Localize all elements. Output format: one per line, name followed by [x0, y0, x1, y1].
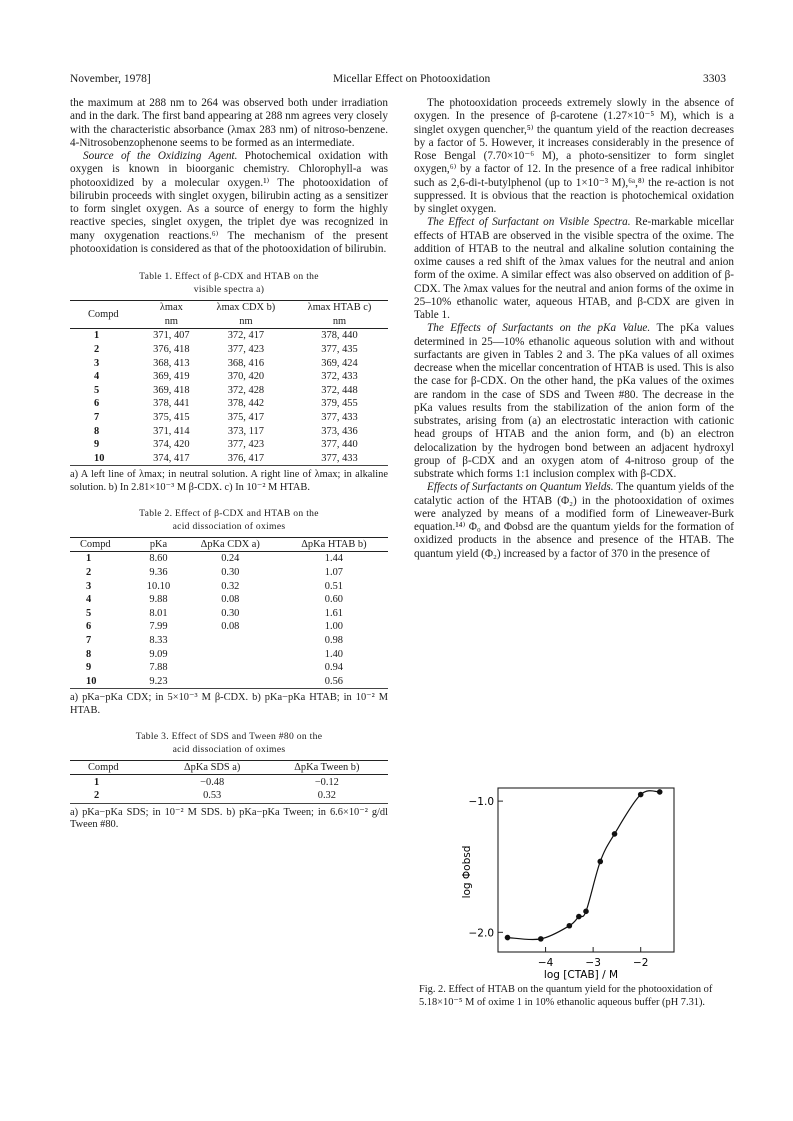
table-row — [70, 452, 388, 466]
table-cell-compd: 6 — [94, 398, 100, 410]
table-cell: 370, 420 — [227, 371, 265, 383]
table-1-unit: nm — [239, 315, 253, 327]
table-cell: 377, 423 — [227, 343, 265, 355]
table-row — [70, 620, 388, 634]
table-3-caption: Table 3. Effect of SDS and Tween #80 on the — [135, 730, 323, 742]
table-cell: 373, 117 — [227, 425, 264, 437]
table-cell-compd: 5 — [86, 607, 92, 619]
table-1-unit: nm — [164, 315, 178, 327]
table-cell: 378, 440 — [321, 330, 358, 342]
table-cell: 0.32 — [221, 580, 240, 592]
table-cell-compd: 1 — [94, 330, 100, 342]
figure-2-caption: Fig. 2. Effect of HTAB on the quantum yield for the photooxidation of 5.18×10⁻⁵ M of oxime 1 in 10% ethanolic aqueous buffer (pH 7.31). — [419, 984, 713, 1008]
table-2-header-pka: pKa — [149, 538, 168, 550]
table-cell: 0.08 — [221, 621, 240, 633]
right-paragraph-3 — [414, 322, 734, 481]
table-cell: 369, 418 — [153, 384, 190, 396]
plot-frame — [498, 788, 674, 952]
data-point — [597, 859, 603, 865]
left-paragraph-2-text: Photochemical oxidation with oxygen is known in bioorganic chemistry. Chlorophyll-a was photooxidized by a molecular oxygen.¹⁾ The photooxidation of bilirubin proceeds with singlet oxygen, bilirubin acting as a sensitizer to form singlet oxygen. As a source of energy to form the highly reactive species, singlet oxygen, the triplet dye was recognized in many oxygenation reactions.⁶⁾ The mechanism of the present photooxidation is considered as that of the photooxidation of bilirubin. — [70, 150, 388, 255]
table-1-caption: Table 1. Effect of β-CDX and HTAB on the — [139, 271, 319, 282]
y-tick-label: −1.0 — [468, 796, 494, 809]
table-2-header-compd: Compd — [80, 538, 111, 550]
y-tick-label: −2.0 — [468, 927, 494, 940]
table-1-caption-2: visible spectra a) — [193, 284, 265, 295]
right-paragraph-3-text: The pKa values determined in 25—10% ethanolic aqueous solution with and without surfactants are given in Tables 2 and 3. The pKa values of all oximes decrease when the micellar concentration of HTAB is used. This is also the case for β-CDX. On the other hand, the pKa values of the oximes are random in the case of SDS and Tween #80. The decrease in the pKa values results from the stabilization of the anion form of the substrates, arising from (a) an electrostatic interaction with cationic head groups of HTAB and the anion form, and (b) an electron delocalization by the hydrogen bond between an adjacent hydroxyl group of β-CDX and an oxygen atom of 4-nitroso group of the substrate which forms 1:1 inclusion complex with β-CDX. — [414, 322, 734, 480]
running-head-title: Micellar Effect on Photooxidation — [333, 73, 491, 85]
x-tick-label: −2 — [632, 957, 649, 969]
table-cell: 377, 435 — [321, 343, 358, 355]
table-cell: 0.30 — [221, 567, 240, 579]
table-cell: 377, 440 — [321, 439, 358, 451]
data-point — [567, 923, 573, 929]
table-cell: 0.30 — [221, 607, 240, 619]
table-cell: 8.60 — [149, 553, 168, 565]
table-row — [70, 411, 388, 425]
right-paragraph-4-text: The quantum yields of the catalytic action of the HTAB (Φ₂) in the photooxidation of oximes were analyzed by means of a modified form of Lineweaver-Burk equation.¹⁴⁾ Φ₀ and Φobsd are the quantum yields for the formation of oxidized products in the absence and presence of the HTAB. The quantum yield (Φ₂) increased by a factor of 370 in the presence of — [414, 481, 734, 560]
data-point — [583, 909, 589, 915]
table-cell-compd: 9 — [94, 439, 100, 451]
right-column — [414, 97, 734, 561]
table-cell: 0.08 — [221, 594, 240, 606]
left-paragraph-2 — [70, 150, 388, 256]
table-cell: 9.36 — [149, 567, 168, 579]
table-1-header-c: λmax HTAB c) — [307, 302, 372, 314]
table-cell-compd: 2 — [94, 343, 100, 355]
table-row — [70, 397, 388, 411]
table-cell: 369, 424 — [321, 357, 358, 369]
table-cell: 371, 407 — [153, 330, 190, 342]
table-row — [70, 661, 388, 675]
table-cell-compd: 6 — [86, 621, 92, 633]
table-cell: 0.24 — [221, 553, 240, 565]
table-cell-compd: 3 — [86, 580, 92, 592]
table-cell-compd: 2 — [86, 567, 92, 579]
table-cell-compd: 5 — [94, 384, 100, 396]
table-cell: 0.56 — [324, 675, 343, 687]
section-heading-visible-spectra: The Effect of Surfactant on Visible Spectra. — [427, 216, 631, 229]
data-point — [505, 935, 511, 941]
table-cell-compd: 1 — [94, 776, 100, 788]
table-cell: 376, 418 — [153, 343, 190, 355]
table-2-caption: Table 2. Effect of β-CDX and HTAB on the — [139, 507, 319, 519]
table-cell: 368, 413 — [153, 357, 190, 369]
fitted-curve — [508, 791, 660, 940]
table-cell-compd: 10 — [86, 675, 97, 687]
table-cell — [181, 661, 280, 675]
table-2 — [70, 537, 388, 690]
table-cell: 1.61 — [324, 607, 343, 619]
table-cell — [181, 634, 280, 648]
left-column — [70, 97, 388, 832]
table-row — [70, 552, 388, 566]
table-cell: 368, 416 — [227, 357, 265, 369]
table-cell: 371, 414 — [153, 425, 190, 437]
table-cell: 375, 417 — [227, 411, 265, 423]
table-cell: 0.98 — [324, 635, 343, 647]
table-row — [70, 647, 388, 661]
figure-2-chart — [440, 760, 700, 982]
data-point — [612, 831, 618, 837]
x-tick-label: −3 — [585, 957, 601, 969]
table-cell: −0.12 — [314, 776, 339, 788]
table-3-header-dpka-sds: ΔpKa SDS a) — [184, 762, 241, 774]
table-row — [70, 593, 388, 607]
table-cell: 1.40 — [324, 648, 343, 660]
table-cell: 372, 433 — [321, 371, 358, 383]
table-3-caption-2: acid dissociation of oximes — [172, 743, 286, 755]
table-cell-compd: 2 — [94, 790, 100, 802]
table-cell-compd: 3 — [94, 357, 100, 369]
table-cell: 374, 417 — [153, 452, 190, 464]
table-cell: 378, 442 — [227, 398, 265, 410]
table-cell: 372, 448 — [321, 384, 358, 396]
table-cell: 9.09 — [149, 648, 168, 660]
table-cell: 8.33 — [149, 635, 168, 647]
table-cell: 7.99 — [149, 621, 168, 633]
table-2-caption-2: acid dissociation of oximes — [172, 520, 286, 532]
table-row — [70, 438, 388, 452]
table-cell: 9.88 — [149, 594, 168, 606]
table-cell: 1.07 — [324, 567, 343, 579]
table-row — [70, 356, 388, 370]
table-cell: 375, 415 — [153, 411, 190, 423]
x-tick-label: −4 — [537, 957, 554, 969]
table-3 — [70, 760, 388, 804]
section-heading-pka: The Effects of Surfactants on the pKa Value. — [427, 322, 651, 335]
table-cell: 0.94 — [324, 662, 343, 674]
table-cell-compd: 8 — [94, 425, 100, 437]
table-cell: 377, 423 — [227, 439, 265, 451]
table-cell: 0.60 — [324, 594, 343, 606]
x-axis-label: log [CTAB] / M — [543, 969, 619, 981]
table-cell-compd: 7 — [94, 411, 100, 423]
table-row — [70, 775, 388, 789]
table-cell — [181, 675, 280, 689]
section-heading-quantum-yields: Effects of Surfactants on Quantum Yields. — [427, 481, 614, 494]
table-2-header-dpka-htab: ΔpKa HTAB b) — [301, 538, 367, 550]
table-cell: 369, 419 — [153, 371, 190, 383]
table-cell: 8.01 — [149, 607, 168, 619]
table-1-footnote: a) A left line of λmax; in neutral solution. A right line of λmax; in alkaline solution. b) In 2.81×10⁻³ M β-CDX. c) In 10⁻² M HTAB. — [70, 469, 388, 493]
table-cell: 379, 455 — [321, 398, 358, 410]
table-cell — [181, 647, 280, 661]
table-cell: −0.48 — [200, 776, 225, 788]
table-1 — [70, 300, 388, 466]
table-row — [70, 343, 388, 357]
page-number: 3303 — [703, 73, 726, 85]
table-cell-compd: 7 — [86, 635, 92, 647]
table-2-footnote: a) pKa−pKa CDX; in 5×10⁻³ M β-CDX. b) pKa−pKa HTAB; in 10⁻² M HTAB. — [70, 692, 388, 717]
table-cell: 374, 420 — [153, 439, 190, 451]
table-cell-compd: 10 — [94, 452, 105, 464]
right-paragraph-2-text: Re-markable micellar effects of HTAB are observed in the visible spectra of the oxime. The addition of HTAB to the neutral and alkaline solution containing the oxime causes a red shift of the λmax values for the neutral and anion form of the oxime. A similar effect was also observed on addition of β-CDX. The λmax values for the neutral and anion forms of the oxime in 25–10% ethanolic water, aqueous HTAB, and β-CDX are given in Table 1. — [414, 216, 734, 321]
data-point — [657, 789, 663, 795]
table-1-header-a: λmax — [159, 302, 183, 314]
table-cell: 0.53 — [203, 790, 222, 802]
table-row — [70, 789, 388, 803]
table-cell-compd: 4 — [86, 594, 92, 606]
table-cell: 0.51 — [324, 580, 343, 592]
table-cell: 372, 428 — [227, 384, 265, 396]
table-3-footnote: a) pKa−pKa SDS; in 10⁻² M SDS. b) pKa−pKa Tween; in 6.6×10⁻² g/dl Tween #80. — [70, 806, 388, 831]
table-cell-compd: 4 — [94, 371, 100, 383]
right-paragraph-2 — [414, 216, 734, 322]
table-row — [70, 384, 388, 398]
table-cell: 377, 433 — [321, 411, 358, 423]
table-cell: 378, 441 — [153, 398, 190, 410]
right-paragraph-4 — [414, 481, 734, 561]
table-row — [70, 424, 388, 438]
table-row — [70, 329, 388, 343]
table-cell: 9.23 — [149, 675, 168, 687]
table-3-header-compd: Compd — [88, 762, 119, 774]
table-cell: 377, 433 — [321, 452, 358, 464]
table-cell: 372, 417 — [227, 330, 265, 342]
left-paragraph-1: the maximum at 288 nm to 264 was observed both under irradiation and in the dark. The first band appearing at 288 nm agrees very closely with the characteristic absorbance (λmax 283 nm) of nitroso-benzene. 4-Nitrosobenzophenone seems to be formed as an intermediate. — [70, 97, 388, 149]
table-row — [70, 675, 388, 689]
data-point — [538, 936, 544, 942]
table-row — [70, 634, 388, 648]
table-row — [70, 566, 388, 580]
data-point — [638, 792, 644, 798]
table-cell-compd: 8 — [86, 648, 92, 660]
table-cell-compd: 9 — [86, 662, 92, 674]
table-row — [70, 370, 388, 384]
table-cell: 7.88 — [149, 662, 168, 674]
table-cell: 0.32 — [317, 790, 336, 802]
table-cell: 1.44 — [324, 553, 343, 565]
table-cell: 10.10 — [146, 580, 171, 592]
table-row — [70, 607, 388, 621]
table-1-unit: nm — [332, 315, 347, 327]
table-cell: 376, 417 — [227, 452, 265, 464]
running-head-date: November, 1978] — [70, 73, 151, 85]
y-axis-label: log Φobsd — [461, 845, 473, 899]
right-paragraph-1: The photooxidation proceeds extremely slowly in the absence of oxygen. In the presence of β-carotene (1.27×10⁻⁵ M), which is a singlet oxygen quencher,⁵⁾ the quantum yield of the reaction decreases by a factor of 5. However, it increases considerably in the presence of Rose Bengal (7.70×10⁻⁶ M), a photo-sensitizer to form singlet oxygen,⁶⁾ by a factor of 12. In the presence of a free radical inhibitor such as 2,6-di-t-butylphenol (up to 1×10⁻³ M),⁶ᵃ,⁸⁾ the re-action is not suppressed. It is obvious that the reaction is photochemical oxidation by singlet oxygen. — [414, 97, 734, 215]
data-point — [576, 914, 582, 920]
table-cell: 1.00 — [324, 621, 343, 633]
table-2-header-dpka-cdx: ΔpKa CDX a) — [200, 538, 260, 550]
table-row — [70, 580, 388, 594]
table-1-header-compd: Compd — [88, 308, 119, 320]
table-cell-compd: 1 — [86, 553, 92, 565]
table-3-header-dpka-tween: ΔpKa Tween b) — [294, 762, 360, 774]
table-cell: 373, 436 — [321, 425, 358, 437]
section-heading-oxidizing-agent: Source of the Oxidizing Agent. — [83, 150, 238, 162]
table-1-header-b: λmax CDX b) — [216, 302, 276, 314]
